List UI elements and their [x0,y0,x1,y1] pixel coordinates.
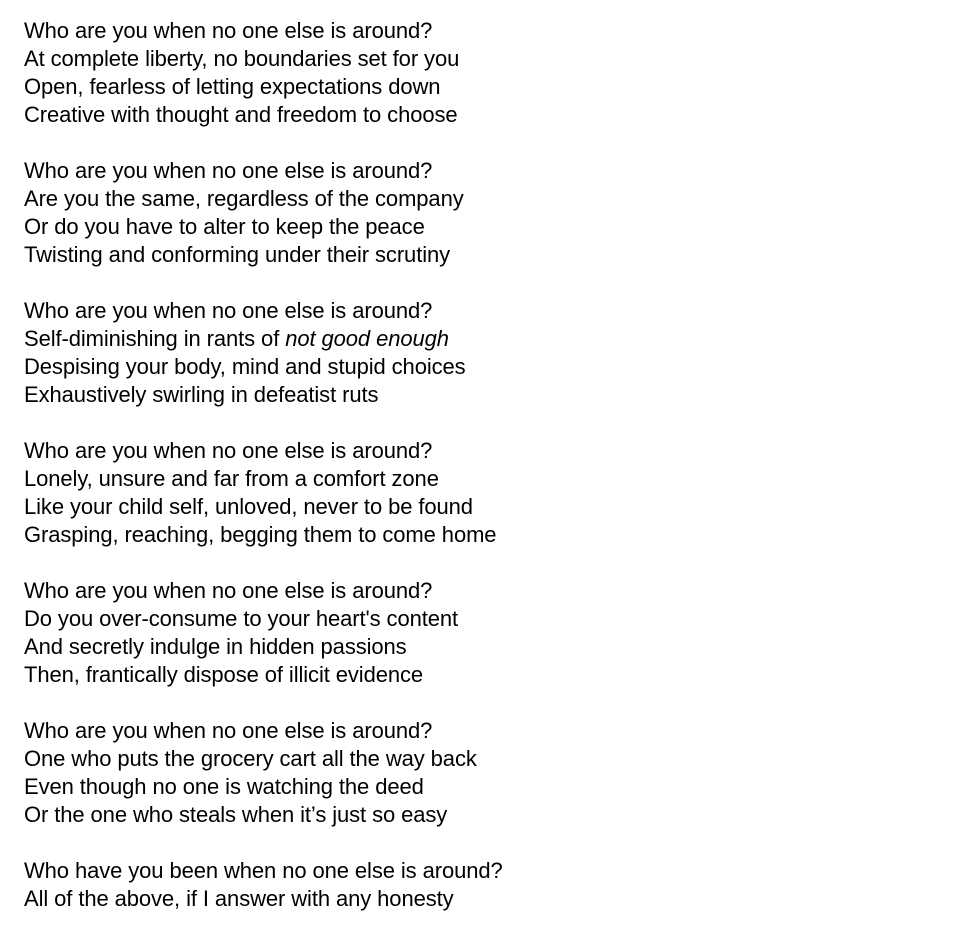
stanza-5 [24,577,503,689]
poem-line: Lonely, unsure and far from a comfort zone [24,466,439,491]
poem-line: Who are you when no one else is around? [24,18,433,43]
poem-line: All of the above, if I answer with any honesty [24,886,454,911]
poem-line: Who are you when no one else is around? [24,438,433,463]
poem-line: Grasping, reaching, begging them to come home [24,522,497,547]
poem-line: Like your child self, unloved, never to be found [24,494,473,519]
poem-line: Who are you when no one else is around? [24,578,433,603]
stanza-4 [24,437,503,549]
stanza-7 [24,857,503,913]
poem-line: Exhaustively swirling in defeatist ruts [24,382,379,407]
poem-line: Or do you have to alter to keep the peace [24,214,425,239]
italic-phrase: not good enough [285,326,449,351]
poem-line: Despising your body, mind and stupid choices [24,354,466,379]
poem-line: At complete liberty, no boundaries set for you [24,46,460,71]
poem-line-with-italic [24,325,503,353]
poem-line: Do you over-consume to your heart's content [24,606,459,631]
poem-line: And secretly indulge in hidden passions [24,634,407,659]
poem-line: Who are you when no one else is around? [24,158,433,183]
poem-line: One who puts the grocery cart all the way back [24,746,477,771]
poem-line: Who are you when no one else is around? [24,718,433,743]
poem-line: Are you the same, regardless of the company [24,186,464,211]
poem [24,17,503,913]
stanza-1 [24,17,503,129]
stanza-6 [24,717,503,829]
poem-line: Creative with thought and freedom to choose [24,102,458,127]
poem-line: Who have you been when no one else is around? [24,858,503,883]
poem-line: Twisting and conforming under their scrutiny [24,242,451,267]
poem-line: Even though no one is watching the deed [24,774,424,799]
poem-line: Who are you when no one else is around? [24,298,433,323]
poem-line: Then, frantically dispose of illicit evidence [24,662,424,687]
stanza-2 [24,157,503,269]
poem-line: Open, fearless of letting expectations down [24,74,441,99]
poem-line: Or the one who steals when it’s just so easy [24,802,448,827]
poem-line-text: Self-diminishing in rants of [24,326,286,351]
stanza-3 [24,297,503,409]
